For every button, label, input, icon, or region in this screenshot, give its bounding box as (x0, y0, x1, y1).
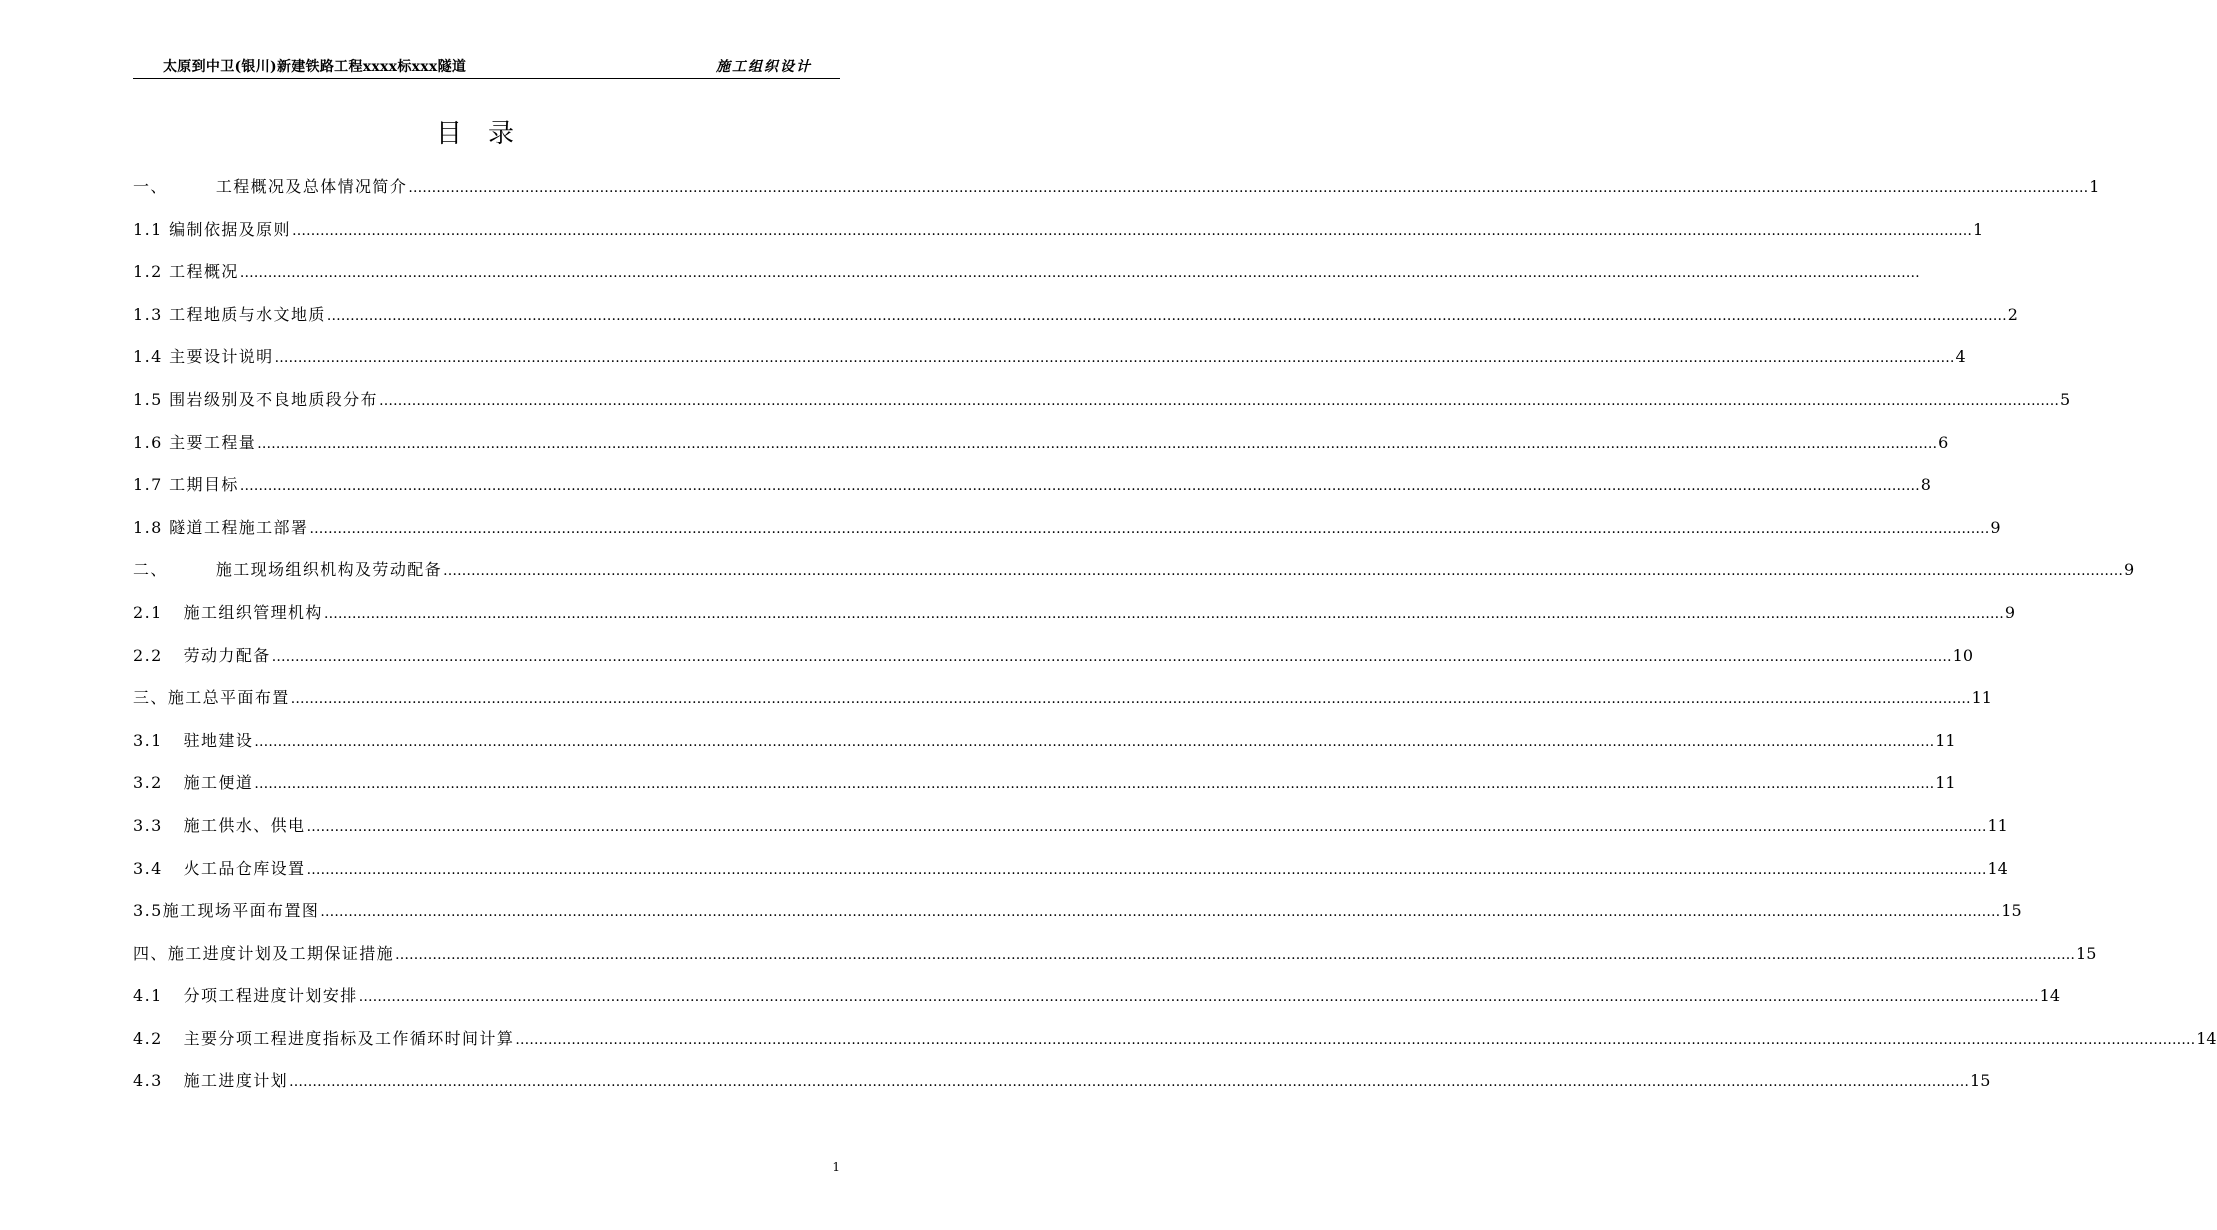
toc-dot-leader: ……………………………………………………………………………………………………………………………………………………………………………………………………………………………………………………………………………………………………………………………… (257, 435, 1938, 452)
toc-entry-page: 15 (2001, 901, 2022, 921)
toc-entry-page: 15 (2076, 943, 2097, 963)
toc-entry-page: 2 (2007, 304, 2018, 324)
toc-dot-leader: ……………………………………………………………………………………………………………………………………………………………………………………………………………………………………………………………………………………………………………………………… (290, 691, 1971, 708)
toc-entry[interactable] (133, 472, 1931, 515)
toc-entry[interactable] (133, 770, 1956, 813)
toc-entry-page: 14 (1987, 858, 2008, 878)
toc-entry-number: 1.3 (133, 304, 170, 324)
toc-entry-number: 1.8 (133, 517, 170, 537)
toc-entry-title: 工程地质与水文地质 (169, 304, 326, 324)
toc-entry-title: 施工现场组织机构及劳动配备 (215, 560, 443, 580)
toc-entry-number: 1.6 (133, 432, 170, 452)
toc-entry-page: 9 (2124, 560, 2135, 580)
toc-entry[interactable] (133, 898, 2022, 941)
table-of-contents (133, 174, 2217, 1111)
toc-entry[interactable] (133, 728, 1956, 771)
toc-entry-number: 1.7 (133, 475, 170, 495)
toc-entry[interactable] (133, 643, 1973, 686)
toc-entry-number: 3.5 (133, 901, 163, 921)
toc-entry-title: 隧道工程施工部署 (169, 517, 309, 537)
toc-entry-title: 主要分项工程进度指标及工作循环时间计算 (183, 1028, 515, 1048)
toc-entry-title: 主要工程量 (169, 432, 257, 452)
toc-entry[interactable] (133, 813, 2008, 856)
toc-entry-title: 施工便道 (183, 773, 254, 793)
toc-entry-title: 驻地建设 (183, 730, 254, 750)
toc-dot-leader: ……………………………………………………………………………………………………………………………………………………………………………………………………………………………………………………………………………………………………………………………… (320, 904, 2001, 921)
toc-entry[interactable] (133, 344, 1966, 387)
toc-dot-leader: ……………………………………………………………………………………………………………………………………………………………………………………………………………………………………………………………………………………………………………………………… (378, 392, 2059, 409)
toc-entry-page: 1 (1972, 219, 1984, 239)
toc-entry-page: 9 (2004, 602, 2016, 622)
toc-entry-page: 4 (1955, 347, 1966, 367)
toc-dot-leader: ……………………………………………………………………………………………………………………………………………………………………………………………………………………………………………………………………………………………………………………………… (289, 1074, 1970, 1091)
toc-dot-leader: ……………………………………………………………………………………………………………………………………………………………………………………………………………………………………………………………………………………………………………………………… (239, 478, 1920, 495)
toc-entry-page: 1 (2089, 177, 2100, 196)
toc-entry-number: 4.2 (133, 1028, 176, 1048)
toc-dot-leader: ……………………………………………………………………………………………………………………………………………………………………………………………………………………………………………………………………………………………………………………………… (309, 520, 1990, 537)
toc-entry-number: 四、 (133, 943, 168, 963)
toc-entry-page: 10 (1952, 645, 1973, 665)
toc-entry-number: 三、 (133, 688, 168, 708)
header-project-title: 太原到中卫(银川)新建铁路工程xxxx标xxx隧道 (163, 59, 467, 75)
toc-dot-leader: ……………………………………………………………………………………………………………………………………………………………………………………………………………………………………………………………………………………………………………………………… (271, 648, 1952, 665)
toc-entry-number: 1.4 (133, 347, 170, 367)
toc-entry-page: 11 (1987, 815, 2008, 835)
toc-entry[interactable] (133, 685, 1992, 728)
toc-dot-leader: ……………………………………………………………………………………………………………………………………………………………………………………………………………………………………………………………………………………………………………………………… (515, 1031, 2196, 1048)
toc-entry-number: 一、 (133, 177, 168, 196)
toc-dot-leader: ……………………………………………………………………………………………………………………………………………………………………………………………………………………………………………………………………………………………………………………………… (291, 222, 1972, 239)
toc-entry-page: 15 (1970, 1071, 1991, 1091)
toc-entry-title: 施工进度计划及工期保证措施 (167, 943, 395, 963)
toc-entry-number: 3.3 (133, 815, 176, 835)
toc-entry[interactable] (133, 1068, 1991, 1111)
toc-entry-page: 14 (2039, 986, 2060, 1006)
toc-entry[interactable] (133, 259, 1920, 302)
toc-entry-number: 1.1 (133, 219, 170, 239)
toc-entry-title: 工程概况 (169, 262, 239, 282)
toc-entry-title: 火工品仓库设置 (183, 858, 306, 878)
toc-entry[interactable] (133, 1026, 2217, 1069)
toc-dot-leader: ……………………………………………………………………………………………………………………………………………………………………………………………………………………………………………………………………………………………………………………………… (326, 307, 2007, 324)
toc-entry-title: 主要设计说明 (169, 347, 274, 367)
toc-dot-leader: ……………………………………………………………………………………………………………………………………………………………………………………………………………………………………………………………………………………………………………………………… (274, 350, 1955, 367)
toc-title: 目录 (435, 119, 540, 149)
toc-entry[interactable] (133, 302, 2018, 345)
toc-entry-page: 11 (1971, 688, 1992, 708)
toc-dot-leader: ……………………………………………………………………………………………………………………………………………………………………………………………………………………………………………………………………………………………………………………………… (306, 818, 1987, 835)
toc-entry-title: 工程概况及总体情况简介 (215, 177, 408, 196)
toc-entry-number: 2.1 (133, 602, 176, 622)
toc-entry-title: 编制依据及原则 (169, 219, 291, 239)
toc-entry[interactable] (133, 600, 2016, 643)
toc-entry[interactable] (133, 430, 1949, 473)
toc-entry-title: 施工进度计划 (183, 1071, 289, 1091)
header-document-type: 施工组织设计 (716, 59, 812, 75)
toc-entry-number: 4.1 (133, 986, 176, 1006)
toc-dot-leader: ……………………………………………………………………………………………………………………………………………………………………………………………………………………………………………………………………………………………………………………………… (254, 733, 1935, 750)
toc-entry-title: 施工供水、供电 (183, 815, 306, 835)
toc-entry-page: 9 (1990, 517, 2001, 537)
toc-dot-leader: ……………………………………………………………………………………………………………………………………………………………………………………………………………………………………………………………………………………………………………………………… (239, 265, 1920, 282)
toc-entry[interactable] (133, 515, 2001, 558)
toc-entry-page: 8 (1920, 475, 1931, 495)
toc-entry-page: 11 (1935, 730, 1956, 750)
toc-entry-number: 3.1 (133, 730, 176, 750)
toc-dot-leader: ……………………………………………………………………………………………………………………………………………………………………………………………………………………………………………………………………………………………………………………………… (443, 563, 2124, 580)
toc-entry-title: 工期目标 (169, 475, 239, 495)
toc-dot-leader: ……………………………………………………………………………………………………………………………………………………………………………………………………………………………………………………………………………………………………………………………… (395, 946, 2076, 963)
toc-entry[interactable] (133, 941, 2097, 984)
toc-entry-title: 劳动力配备 (183, 645, 271, 665)
toc-entry-number: 2.2 (133, 645, 176, 665)
toc-entry[interactable] (133, 217, 1984, 260)
toc-entry-number: 1.5 (133, 389, 170, 409)
toc-entry[interactable] (133, 387, 2071, 430)
toc-dot-leader: ……………………………………………………………………………………………………………………………………………………………………………………………………………………………………………………………………………………………………………………………… (358, 989, 2039, 1006)
toc-entry-title: 分项工程进度计划安排 (183, 986, 358, 1006)
toc-entry[interactable] (133, 557, 2135, 600)
toc-entry-number: 3.4 (133, 858, 176, 878)
toc-dot-leader: ……………………………………………………………………………………………………………………………………………………………………………………………………………………………………………………………………………………………………………………………… (306, 861, 1987, 878)
toc-entry-number: 3.2 (133, 773, 176, 793)
toc-entry-title: 施工组织管理机构 (183, 602, 323, 622)
toc-entry-title: 施工现场平面布置图 (162, 901, 320, 921)
toc-entry[interactable] (133, 174, 2100, 217)
toc-dot-leader: ……………………………………………………………………………………………………………………………………………………………………………………………………………………………………………………………………………………………………………………………… (408, 180, 2089, 196)
footer-page-number: 1 (832, 1160, 840, 1174)
toc-entry[interactable] (133, 856, 2008, 899)
toc-entry-page: 14 (2196, 1028, 2217, 1048)
page-header (133, 56, 840, 79)
toc-entry-number: 二、 (133, 560, 168, 580)
toc-entry-title: 施工总平面布置 (167, 688, 290, 708)
toc-entry-page: 11 (1935, 773, 1956, 793)
toc-entry-page: 6 (1938, 432, 1949, 452)
toc-entry-number: 1.2 (133, 262, 170, 282)
toc-entry-page: 5 (2059, 389, 2071, 409)
toc-dot-leader: ……………………………………………………………………………………………………………………………………………………………………………………………………………………………………………………………………………………………………………………………… (254, 776, 1935, 793)
toc-entry-number: 4.3 (133, 1071, 176, 1091)
toc-entry-title: 围岩级别及不良地质段分布 (169, 389, 378, 409)
toc-dot-leader: ……………………………………………………………………………………………………………………………………………………………………………………………………………………………………………………………………………………………………………………………… (323, 605, 2004, 622)
toc-entry[interactable] (133, 983, 2060, 1026)
